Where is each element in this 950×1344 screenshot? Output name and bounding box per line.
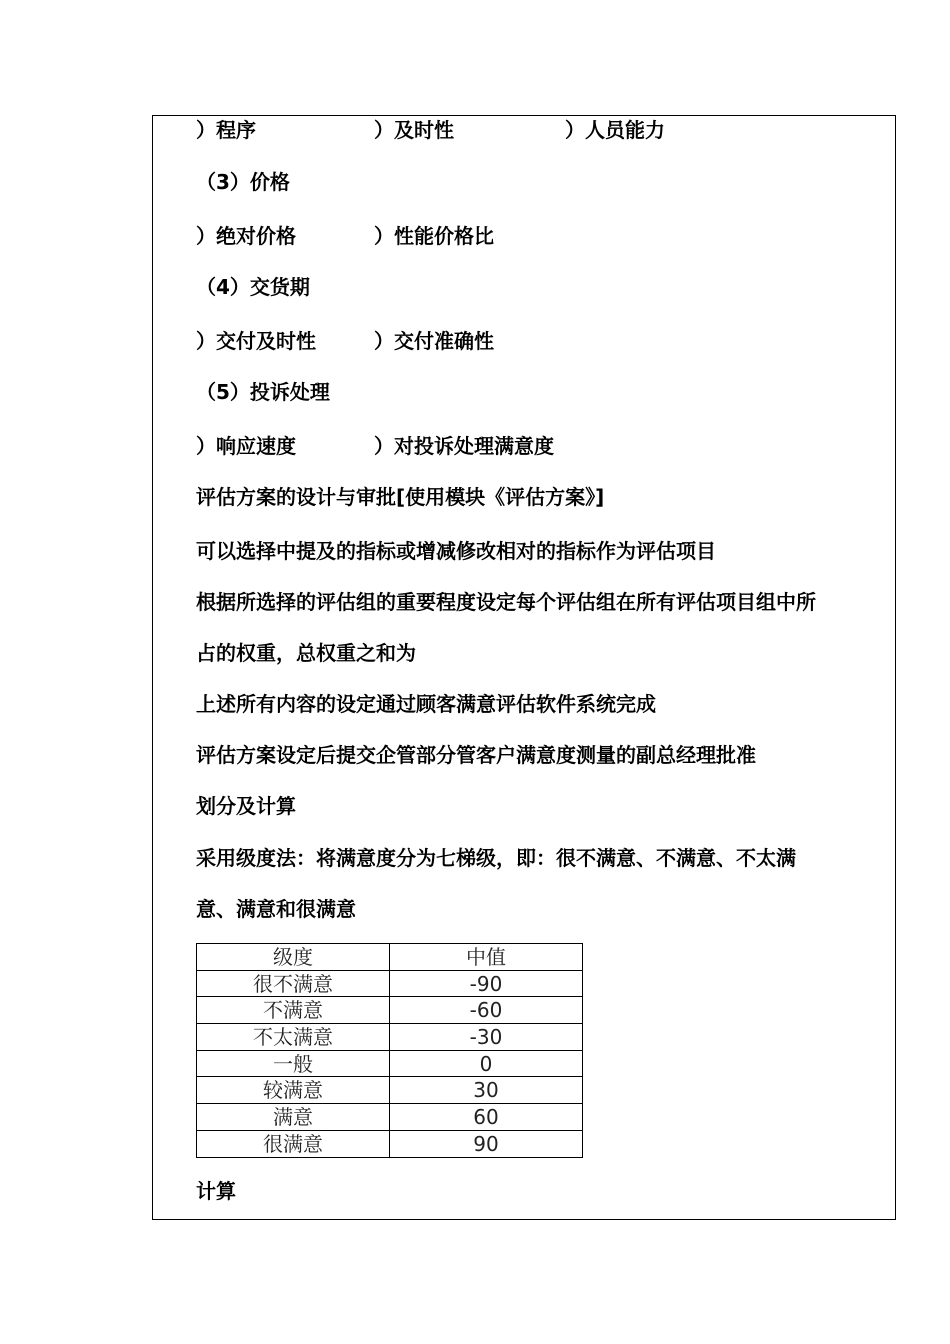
- paragraph-select-indicators: 可以选择中提及的指标或增减修改相对的指标作为评估项目: [196, 539, 716, 563]
- table-row: [197, 1077, 583, 1104]
- cell-median: 90: [390, 1130, 583, 1157]
- table-row: [197, 970, 583, 997]
- cell-level: 满意: [197, 1104, 390, 1131]
- satisfaction-scale-table: [196, 943, 583, 1158]
- heading-price: （3）价格: [196, 170, 290, 194]
- header-level: 级度: [197, 944, 390, 971]
- cell-level: 一般: [197, 1050, 390, 1077]
- table-header-row: [197, 944, 583, 971]
- table-row: [197, 1024, 583, 1051]
- cell-median: 30: [390, 1077, 583, 1104]
- item-delivery-accuracy: ）交付准确性: [374, 329, 494, 353]
- item-procedure: ）程序: [196, 118, 256, 142]
- cell-median: -30: [390, 1024, 583, 1051]
- heading-complaint: （5）投诉处理: [196, 380, 330, 404]
- table-row: [197, 1104, 583, 1131]
- paragraph-design-approval: 评估方案的设计与审批[使用模块《评估方案》]: [196, 485, 605, 509]
- item-price-performance: ）性能价格比: [374, 224, 494, 248]
- item-timeliness: ）及时性: [374, 118, 454, 142]
- item-staff-ability: ）人员能力: [565, 118, 665, 142]
- paragraph-scale-method-1: 采用级度法：将满意度分为七梯级，即：很不满意、不满意、不太满: [196, 846, 796, 870]
- table-row: [197, 1130, 583, 1157]
- cell-level: 很不满意: [197, 970, 390, 997]
- paragraph-weights-2: 占的权重，总权重之和为: [196, 641, 416, 665]
- paragraph-division: 划分及计算: [196, 794, 296, 818]
- header-median: 中值: [390, 944, 583, 971]
- paragraph-software: 上述所有内容的设定通过顾客满意评估软件系统完成: [196, 692, 656, 716]
- cell-median: -90: [390, 970, 583, 997]
- item-response-speed: ）响应速度: [196, 434, 296, 458]
- paragraph-approval: 评估方案设定后提交企管部分管客户满意度测量的副总经理批准: [196, 743, 756, 767]
- paragraph-calculation: 计算: [196, 1179, 236, 1203]
- cell-median: -60: [390, 997, 583, 1024]
- table-row: [197, 1050, 583, 1077]
- cell-level: 很满意: [197, 1130, 390, 1157]
- cell-level: 不太满意: [197, 1024, 390, 1051]
- cell-median: 60: [390, 1104, 583, 1131]
- paragraph-scale-method-2: 意、满意和很满意: [196, 897, 356, 921]
- item-absolute-price: ）绝对价格: [196, 224, 296, 248]
- item-complaint-satisfaction: ）对投诉处理满意度: [374, 434, 554, 458]
- cell-level: 不满意: [197, 997, 390, 1024]
- table-row: [197, 997, 583, 1024]
- heading-delivery: （4）交货期: [196, 275, 310, 299]
- cell-median: 0: [390, 1050, 583, 1077]
- paragraph-weights-1: 根据所选择的评估组的重要程度设定每个评估组在所有评估项目组中所: [196, 590, 816, 614]
- item-delivery-timeliness: ）交付及时性: [196, 329, 316, 353]
- cell-level: 较满意: [197, 1077, 390, 1104]
